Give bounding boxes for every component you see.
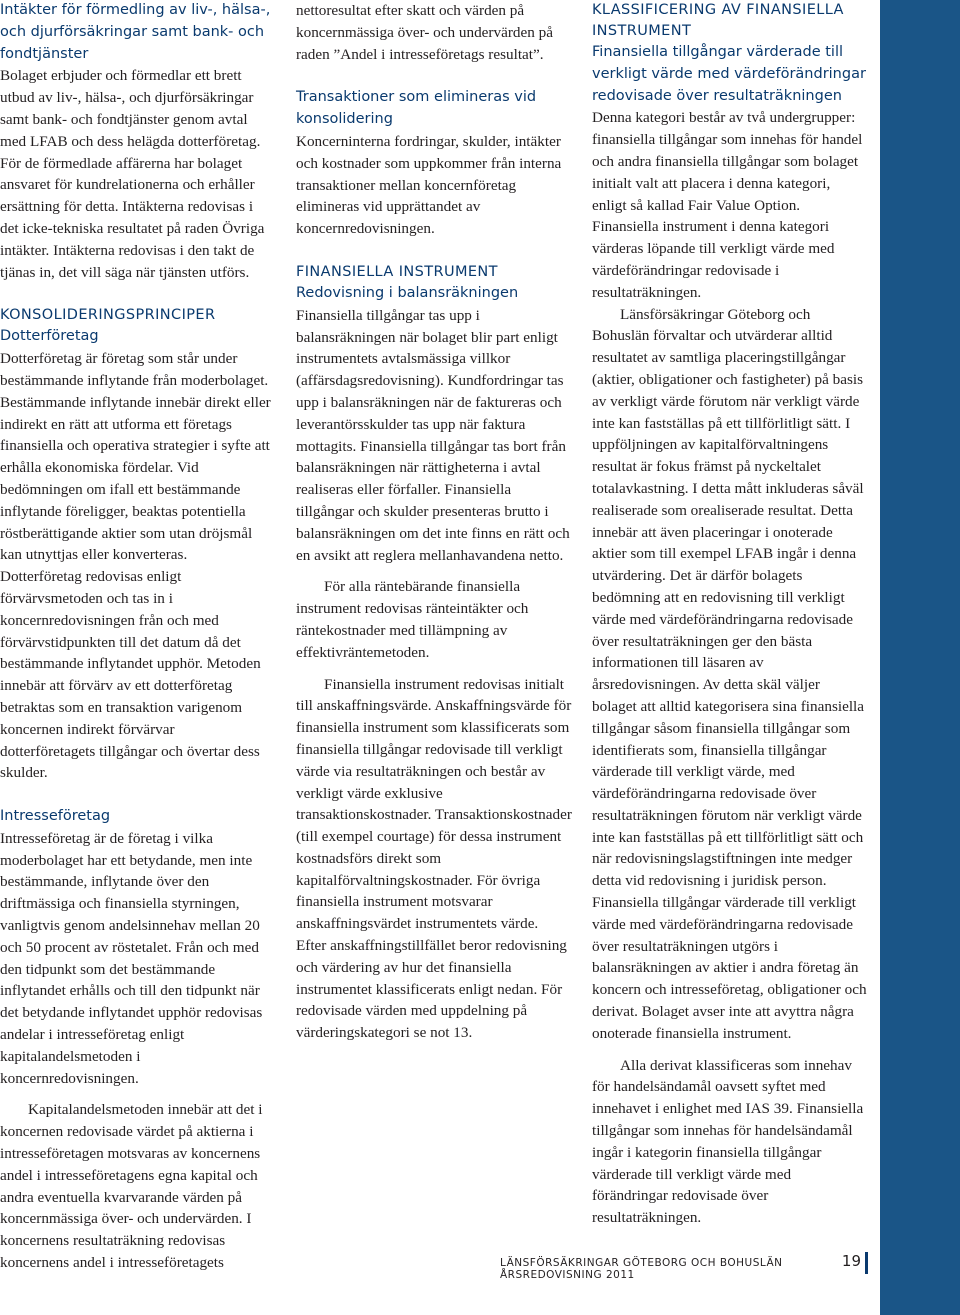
subheading-verkligt-varde: Finansiella tillgångar värderade till verkligt värde med värdeförändringar redovisade över resultaträkningen	[592, 44, 866, 104]
text-column-3	[592, 0, 868, 1229]
body-paragraph: Koncerninterna fordringar, skulder, intäkter och kostnader som uppkommer från interna transaktioner mellan koncernföretag elimineras vid upprättandet av koncernredovisningen.	[296, 132, 562, 238]
blue-sidebar-band	[880, 0, 960, 1315]
page-footer	[500, 1252, 868, 1281]
subheading-redovisning-balansrakningen: Redovisning i balansräkningen	[296, 284, 519, 301]
body-paragraph: Finansiella tillgångar tas upp i balansräkningen när bolaget blir part enligt instrumentets avtalsmässiga villkor (affärsdagsredovisning). Kundfordringar tas upp i balansräkningen när de faktureras och leverantörsskulder tas upp när faktura mottagits. Finansiella tillgångar tas bort från balansräkningen när rättigheterna i avtal realiseras eller förfaller. Finansiella tillgångar och skulder presenteras brutto i balansräkningen om det inte finns en rätt och en avsikt att reglera mellanhavandena netto.	[296, 306, 570, 564]
text-column-1	[0, 0, 272, 1274]
section-heading-konsolideringsprinciper: KONSOLIDERINGSPRINCIPER	[0, 307, 216, 324]
body-paragraph: Länsförsäkringar Göteborg och Bohuslän förvaltar och utvärderar alltid resultatet av samtliga placeringstillgångar (aktier, obligationer och fastigheter) på basis av verkligt värde förutom när verkligt värde inte kan fastställas på ett tillförlitligt sätt. I uppföljningen av kapitalförvaltningens resultat är fokus främst på nyckeltalet totalavkastning. I detta mått inkluderas såväl realiserade som orealiserade resultat. Detta innebär att även placeringar i onoterade aktier som till exempel LFAB ingår i denna utvärdering. Det är därför bolagets bedömning att en redovisning till verkligt värde med värdeförändringarna redovisade över resultaträkningen ger den bästa informationen till läsaren av årsredovisningen. Av detta skäl väljer bolaget att alltid kategorisera sina finansiella tillgångar såsom finansiella tillgångar som identifierats som, finansiella tillgångar värderade till verkligt värde, med värdeförändringarna redovisade över resultaträkningen förutom när verkligt värde inte kan fastställas på ett tillförlitligt sätt och när redovisningslagstiftningen inte medger detta vid redovisning i juridisk person. Finansiella tillgångar värderade till verkligt värde med värdeförändringarna redovisade över resultaträkningen utgörs i balansräkningen av aktier i andra företag än koncern och intresseföretag, obligationer och derivat. Bolaget avser inte att avyttra några onoterade finansiella instrument.	[592, 305, 867, 1042]
body-paragraph: Kapitalandelsmetoden innebär att det i koncernen redovisade värdet på aktierna i intresseföretagen motsvaras av koncernens andel i intresseföretagens egna kapital och andra eventuella kvarvarande värden på koncernmässiga över- och undervärden. I koncernens resultaträkning redovisas koncernens andel i intresseföretagets	[0, 1101, 263, 1272]
subheading-intresseforetag: Intresseföretag	[0, 808, 111, 825]
footer-accent-bar	[865, 1252, 868, 1274]
subheading-dotterforetag: Dotterföretag	[0, 328, 99, 345]
body-paragraph: Dotterföretag är företag som står under bestämmande inflytande från moderbolaget. Bestämmande inflytande innebär direkt eller indirekt en rätt att utforma ett företags finansiella och operativa strategier i syfte att erhålla ekonomiska fördelar. Vid bedömningen om ifall ett bestämmande inflytande föreligger, beaktas potentiella röstberättigande aktier som utan dröjsmål kan utnyttjas eller konverteras. Dotterföretag redovisas enligt förvärvsmetoden och tas in i koncernredovisningen från och med förvärvstidpunkten till det datum då det bestämmande inflytandet upphör. Metoden innebär att förvärv av ett dotterföretag betraktas som en transaktion varigenom koncernen indirekt förvärvar dotterföretagets tillgångar och övertar dess skulder.	[0, 350, 271, 782]
body-paragraph: Bolaget erbjuder och förmedlar ett brett utbud av liv-, hälsa-, och djurförsäkringar samt bank- och fondtjänster genom avtal med LFAB och dess helägda dotterföretag. För de förmedlade affärerna har bolaget ansvaret för kundrelationerna och erhåller ersättning för detta. Intäkterna redovisas i det icke-tekniska resultatet på raden Övriga intäkter. Intäkterna redovisas i den takt de tjänas in, det vill säga när tjänsten utförs.	[0, 67, 265, 281]
subheading-transaktioner: Transaktioner som elimineras vid konsolidering	[296, 89, 537, 128]
section-title-intakter: Intäkter för förmedling av liv-, hälsa-, och djurförsäkringar samt bank- och fondtjänster	[0, 2, 271, 62]
body-paragraph: nettoresultat efter skatt och värden på koncernmässiga över- och undervärden på raden ”Andel i intresseföretags resultat”.	[296, 2, 553, 63]
section-heading-klassificering: KLASSIFICERING AV FINANSIELLA INSTRUMENT	[592, 2, 844, 39]
running-title: LÄNSFÖRSÄKRINGAR GÖTEBORG OCH BOHUSLÄN ÅRSREDOVISNING 2011	[500, 1257, 783, 1281]
body-paragraph: För alla räntebärande finansiella instrument redovisas ränteintäkter och räntekostnader med tillämpning av effektivräntemetoden.	[296, 578, 529, 661]
body-paragraph: Finansiella instrument redovisas initialt till anskaffningsvärde. Anskaffningsvärde för finansiella instrument som klassificerats som finansiella tillgångar redovisade till verkligt värde via resultaträkningen och består av verkligt värde exklusive transaktionskostnader. Transaktionskostnader (till exempel courtage) för dessa instrument kostnadsförs direkt som kapitalförvaltningskostnader. För övriga finansiella instrument motsvarar anskaffningsvärdet instrumentets värde. Efter anskaffningstillfället beror redovisning och värdering av hur det finansiella instrumentet klassificerats enligt nedan. För redovisade värden med uppdelning på värderingskategori se not 13.	[296, 675, 572, 1042]
section-heading-finansiella-instrument: FINANSIELLA INSTRUMENT	[296, 263, 498, 280]
page-number: 19	[841, 1252, 861, 1270]
body-paragraph: Intresseföretag är de företag i vilka moderbolaget har ett betydande, men inte bestämmande, inflytande över den driftmässiga och finansiella styrningen, vanligtvis genom andelsinnehav mellan 20 och 50 procent av röstetalet. Från och med den tidpunkt som det bestämmande inflytandet erhålls och till den tidpunkt när det betydande inflytandet upphör redovisas andelar i intresseföretag enligt kapitalandelsmetoden i koncernredovisningen.	[0, 829, 263, 1087]
text-column-2	[296, 0, 572, 1044]
body-paragraph: Denna kategori består av två undergrupper: finansiella tillgångar som innehas för handel och andra finansiella tillgångar som bolaget initialt valt att placera i denna kategori, enligt så kallad Fair Value Option. Finansiella instrument i denna kategori värderas löpande till verkligt värde med värdeförändringar redovisade i resultaträkningen.	[592, 109, 863, 301]
body-paragraph: Alla derivat klassificeras som innehav för handelsändamål oavsett syftet med innehavet i enlighet med IAS 39. Finansiella tillgångar som innehas för handelsändamål ingår i kategorin finansiella tillgångar värderade till verkligt värde med förändringar redovisade över resultaträkningen.	[592, 1056, 864, 1227]
